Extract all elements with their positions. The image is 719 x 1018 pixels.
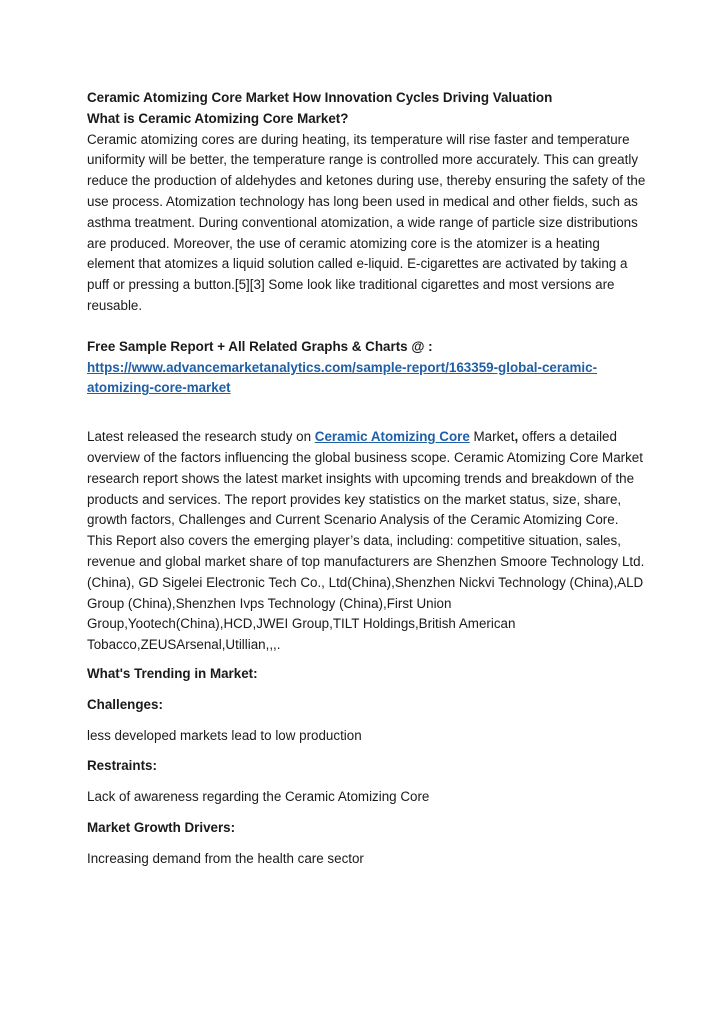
what-is-heading: What is Ceramic Atomizing Core Market? <box>87 110 349 126</box>
drivers-label: Market Growth Drivers: <box>87 819 236 835</box>
what-is-body: Ceramic atomizing cores are during heating, its temperature will rise faster and temperature uniformity will be better, the temperature range is controlled more accurately. This can greatly reduce the production of aldehydes and ketones during use, thereby ensuring the safety of the use process. Atomization technology has long been used in medical and other fields, such as asthma treatment. During conventional atomization, a wide range of particle size distributions are produced. Moreover, the use of ceramic atomizing core is the atomizer is a heating element that atomizes a liquid solution called e-liquid. E-cigarettes are activated by taking a puff or pressing a button.[5][3] Some look like traditional cigarettes and most versions are reusable. <box>87 131 646 313</box>
ceramic-atomizing-core-link[interactable]: Ceramic Atomizing Core <box>314 429 470 445</box>
restraints-text: Lack of awareness regarding the Ceramic Atomizing Core <box>87 789 430 805</box>
challenges-text: less developed markets lead to low production <box>87 727 362 743</box>
sample-report-label: Free Sample Report + All Related Graphs & Charts @ : <box>87 338 433 354</box>
challenges-label: Challenges: <box>87 696 163 712</box>
spacer <box>87 419 647 427</box>
sample-report-link[interactable]: https://www.advancemarketanalytics.com/sample-report/163359-global-ceramic-atomizing-core-market <box>87 359 598 396</box>
spacer <box>87 399 647 419</box>
document-title: Ceramic Atomizing Core Market How Innovation Cycles Driving Valuation <box>87 90 553 105</box>
study-paragraph <box>87 427 647 656</box>
study-prefix: Latest released the research study on <box>87 429 315 445</box>
study-market-word: Market <box>469 429 515 445</box>
what-is-section <box>87 109 647 317</box>
drivers-text: Increasing demand from the health care sector <box>87 850 364 866</box>
study-comma: , <box>514 429 519 445</box>
spacer <box>87 317 647 337</box>
study-rest: offers a detailed overview of the factors influencing the global business scope. Ceramic Atomizing Core Market research report shows the latest market insights with upcoming trends and breakdown of the products and services. The report provides key statistics on the market status, size, share, growth factors, Challenges and Current Scenario Analysis of the Ceramic Atomizing Core. This Report also covers the emerging player’s data, including: competitive situation, sales, revenue and global market share of top manufacturers are Shenzhen Smoore Technology Ltd. (China), GD Sigelei Electronic Tech Co., Ltd(China),Shenzhen Nickvi Technology (China),ALD Group (China),Shenzhen Ivps Technology (China),First Union Group,Yootech(China),HCD,JWEI Group,TILT Holdings,British American Tobacco,ZEUSArsenal,Utillian,,,. <box>87 429 645 653</box>
trending-heading: What's Trending in Market: <box>87 665 258 681</box>
sample-report-section <box>87 337 647 399</box>
document-page <box>87 88 647 870</box>
restraints-label: Restraints: <box>87 758 157 774</box>
